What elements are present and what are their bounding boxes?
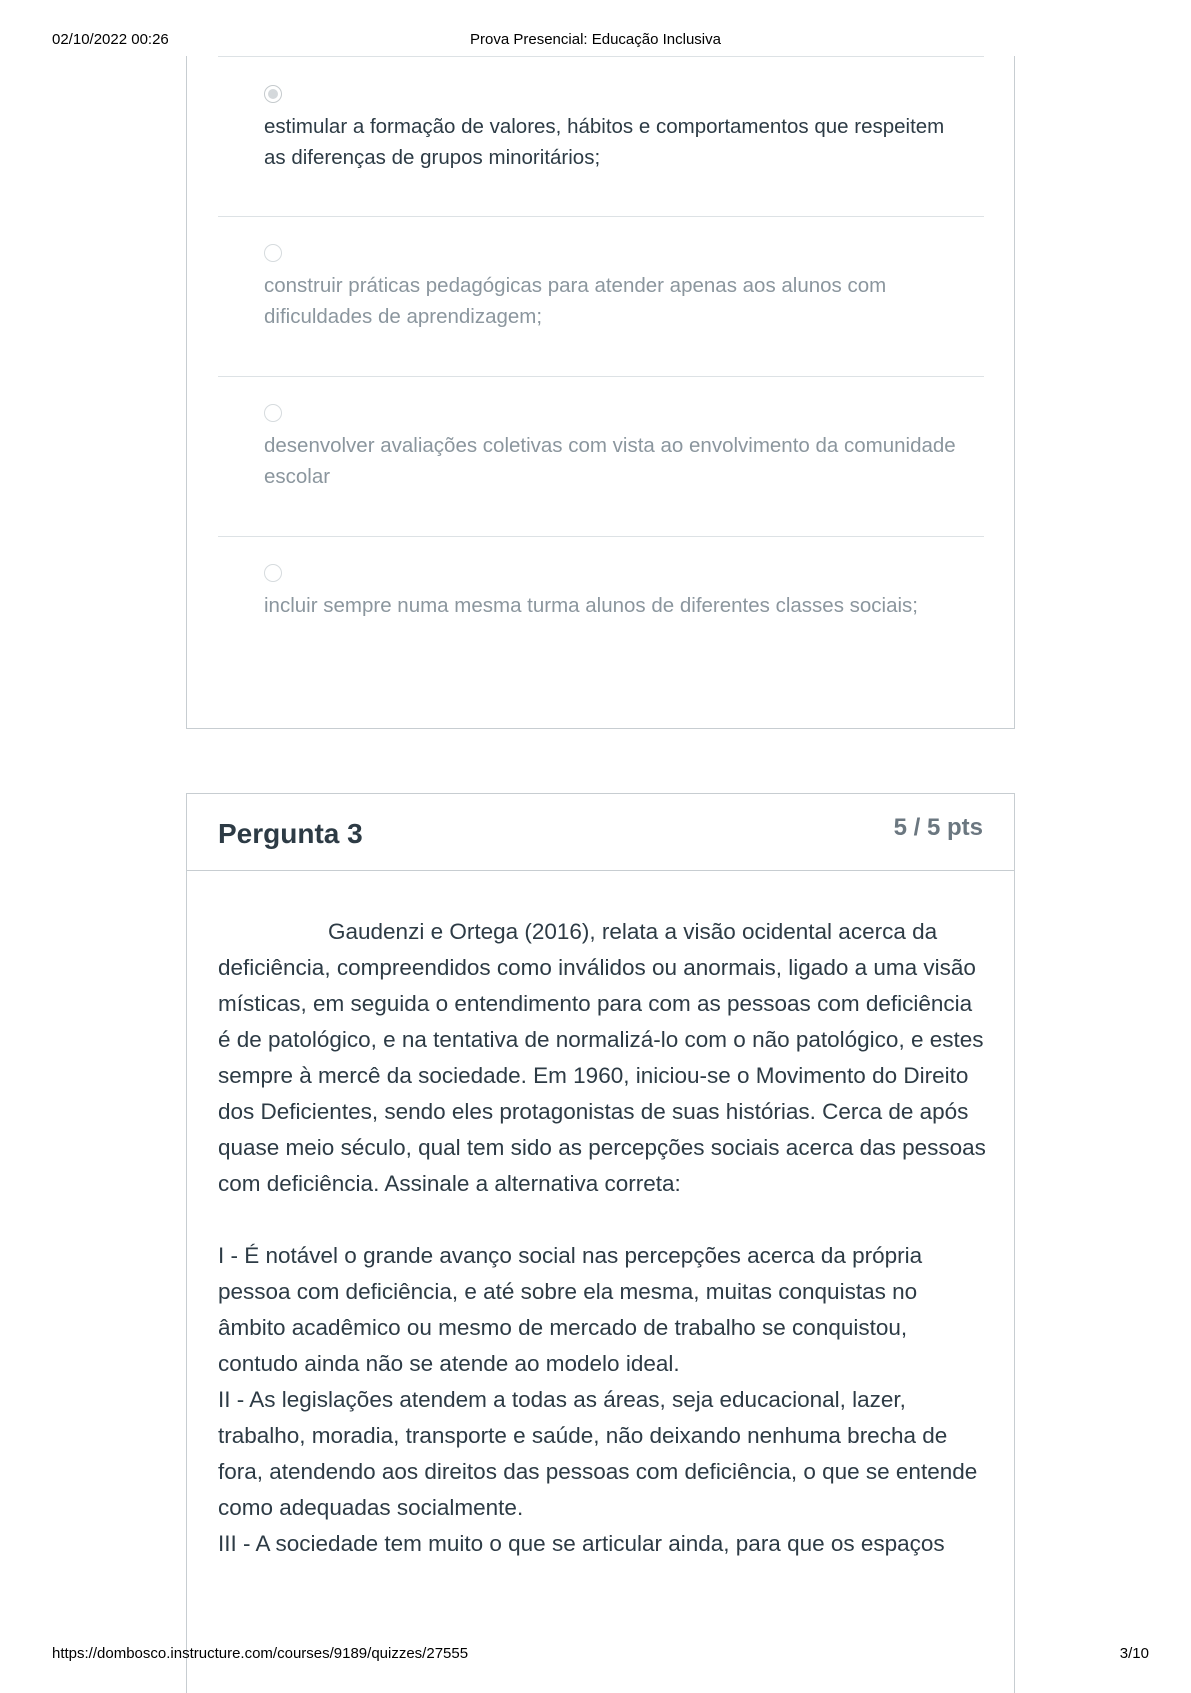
question-3-card	[186, 793, 1015, 1693]
answer-text: incluir sempre numa mesma turma alunos de diferentes classes sociais;	[264, 594, 918, 617]
statement-1: I - É notável o grande avanço social nas percepções acerca da própria pessoa com deficiência, e até sobre ela mesma, muitas conquistas no âmbito acadêmico ou mesmo de mercado de trabalho se conquistou, contudo ainda não se atende ao modelo ideal.	[218, 1243, 923, 1376]
statement-2: II - As legislações atendem a todas as áreas, seja educacional, lazer, trabalho, moradia, transporte e saúde, não deixando nenhuma brecha de fora, atendendo aos direitos das pessoas com deficiência, o que se entende como adequadas socialmente.	[218, 1387, 978, 1520]
answer-option-selected[interactable]	[218, 56, 984, 217]
answer-option[interactable]	[218, 216, 984, 377]
print-header-date: 02/10/2022 00:26	[52, 31, 169, 48]
question-text	[218, 914, 988, 1562]
question-2-card	[186, 56, 1015, 729]
answer-text: estimular a formação de valores, hábitos e comportamentos que respeitem as diferenças de grupos minoritários;	[264, 115, 945, 169]
print-footer-page: 3/10	[1119, 1645, 1149, 1662]
print-footer-url: https://dombosco.instructure.com/courses/9189/quizzes/27555	[52, 1645, 469, 1662]
print-header-title: Prova Presencial: Educação Inclusiva	[470, 31, 721, 48]
radio-icon[interactable]	[264, 564, 282, 582]
question-title: Pergunta 3	[218, 818, 363, 849]
answer-option[interactable]	[218, 536, 984, 697]
statement-3: III - A sociedade tem muito o que se articular ainda, para que os espaços	[218, 1531, 945, 1556]
question-header	[187, 794, 1014, 871]
radio-checked-icon[interactable]	[264, 85, 282, 103]
answer-text: desenvolver avaliações coletivas com vista ao envolvimento da comunidade escolar	[264, 434, 956, 488]
question-intro: Gaudenzi e Ortega (2016), relata a visão ocidental acerca da deficiência, compreendidos como inválidos ou anormais, ligado a uma visão místicas, em seguida o entendimento para com as pessoas com deficiência é de patológico, e na tentativa de normalizá-lo com o não patológico, e estes sempre à mercê da sociedade. Em 1960, iniciou-se o Movimento do Direito dos Deficientes, sendo eles protagonistas de suas histórias. Cerca de após quase meio século, qual tem sido as percepções sociais acerca das pessoas com deficiência. Assinale a alternativa correta:	[218, 919, 986, 1196]
answer-option[interactable]	[218, 376, 984, 537]
radio-icon[interactable]	[264, 244, 282, 262]
radio-icon[interactable]	[264, 404, 282, 422]
question-points: 5 / 5 pts	[893, 814, 983, 841]
answer-text: construir práticas pedagógicas para atender apenas aos alunos com dificuldades de aprendizagem;	[264, 274, 887, 328]
